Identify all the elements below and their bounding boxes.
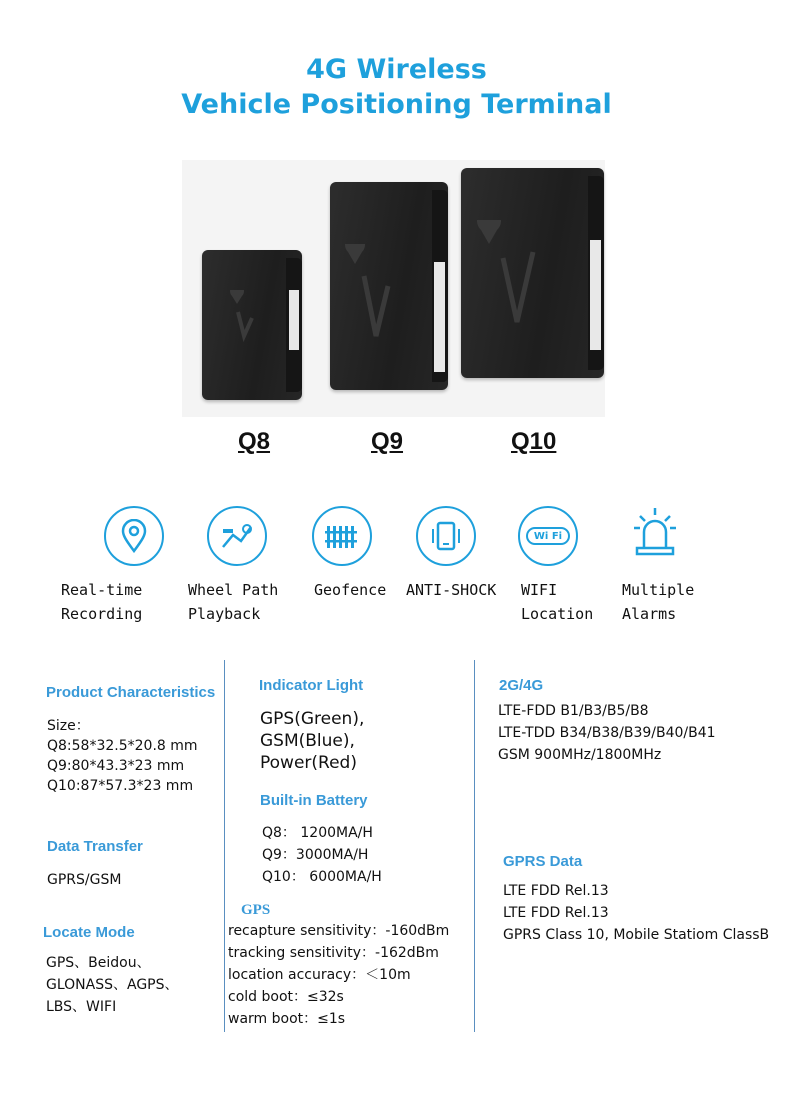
battery-heading: Built-in Battery	[260, 792, 368, 809]
device-q9-image	[330, 182, 448, 390]
location-pin-icon	[104, 506, 164, 566]
wifi-icon	[518, 506, 578, 566]
feature-label-playback: Wheel Path Playback	[188, 581, 279, 623]
alarm-light-icon	[628, 504, 682, 560]
battery-text: Q8： 1200MA/H Q9：3000MA/H Q10： 6000MA/H	[262, 825, 382, 885]
bands-heading: 2G/4G	[499, 677, 544, 694]
title-line-2: Vehicle Positioning Terminal	[181, 89, 612, 120]
product-characteristics-text: Size： Q8:58*32.5*20.8 mm Q9:80*43.3*23 mm Q10:87*57.3*23 mm	[47, 718, 198, 794]
product-characteristics-heading: Product Characteristics	[46, 684, 216, 701]
gprs-data-heading: GPRS Data	[503, 853, 583, 870]
model-label-q8: Q8	[238, 428, 271, 455]
wifi-badge: Wi Fi	[526, 527, 570, 545]
logo-mark-icon	[473, 220, 553, 330]
feature-label-geofence: Geofence	[314, 581, 387, 599]
gprs-data-text: LTE FDD Rel.13 LTE FDD Rel.13 GPRS Class 10, Mobile Statiom ClassB	[503, 883, 770, 943]
column-divider-2	[474, 660, 475, 1032]
column-divider-1	[224, 660, 225, 1032]
device-q8-image	[202, 250, 302, 400]
bands-text: LTE-FDD B1/B3/B5/B8 LTE-TDD B34/B38/B39/B40/B41 GSM 900MHz/1800MHz	[498, 703, 716, 763]
logo-mark-icon	[342, 244, 402, 344]
indicator-light-heading: Indicator Light	[259, 677, 364, 694]
gps-heading: GPS	[241, 902, 271, 918]
indicator-light-text: GPS(Green), GSM(Blue), Power(Red)	[260, 709, 365, 773]
model-label-q9: Q9	[371, 428, 404, 455]
device-q10-image	[461, 168, 604, 378]
fence-icon	[312, 506, 372, 566]
data-transfer-heading: Data Transfer	[47, 838, 143, 855]
feature-label-antishock: ANTI-SHOCK	[406, 581, 497, 599]
feature-label-realtime: Real-time Recording	[61, 581, 143, 623]
locate-mode-heading: Locate Mode	[43, 924, 135, 941]
route-icon	[207, 506, 267, 566]
feature-label-alarms: Multiple Alarms	[622, 581, 695, 623]
title-line-1: 4G Wireless	[306, 54, 487, 85]
feature-label-wifi: WIFI Location	[521, 581, 594, 623]
data-transfer-text: GPRS/GSM	[47, 872, 122, 888]
gps-text: recapture sensitivity：-160dBm tracking sensitivity：-162dBm location accuracy：＜10m cold boot：≤32s warm boot：≤1s	[228, 923, 450, 1027]
locate-mode-text: GPS、Beidou、 GLONASS、AGPS、 LBS、WIFI	[46, 955, 179, 1015]
model-label-q10: Q10	[511, 428, 557, 455]
phone-shake-icon	[416, 506, 476, 566]
product-photo	[182, 160, 605, 417]
logo-mark-icon	[224, 290, 264, 350]
